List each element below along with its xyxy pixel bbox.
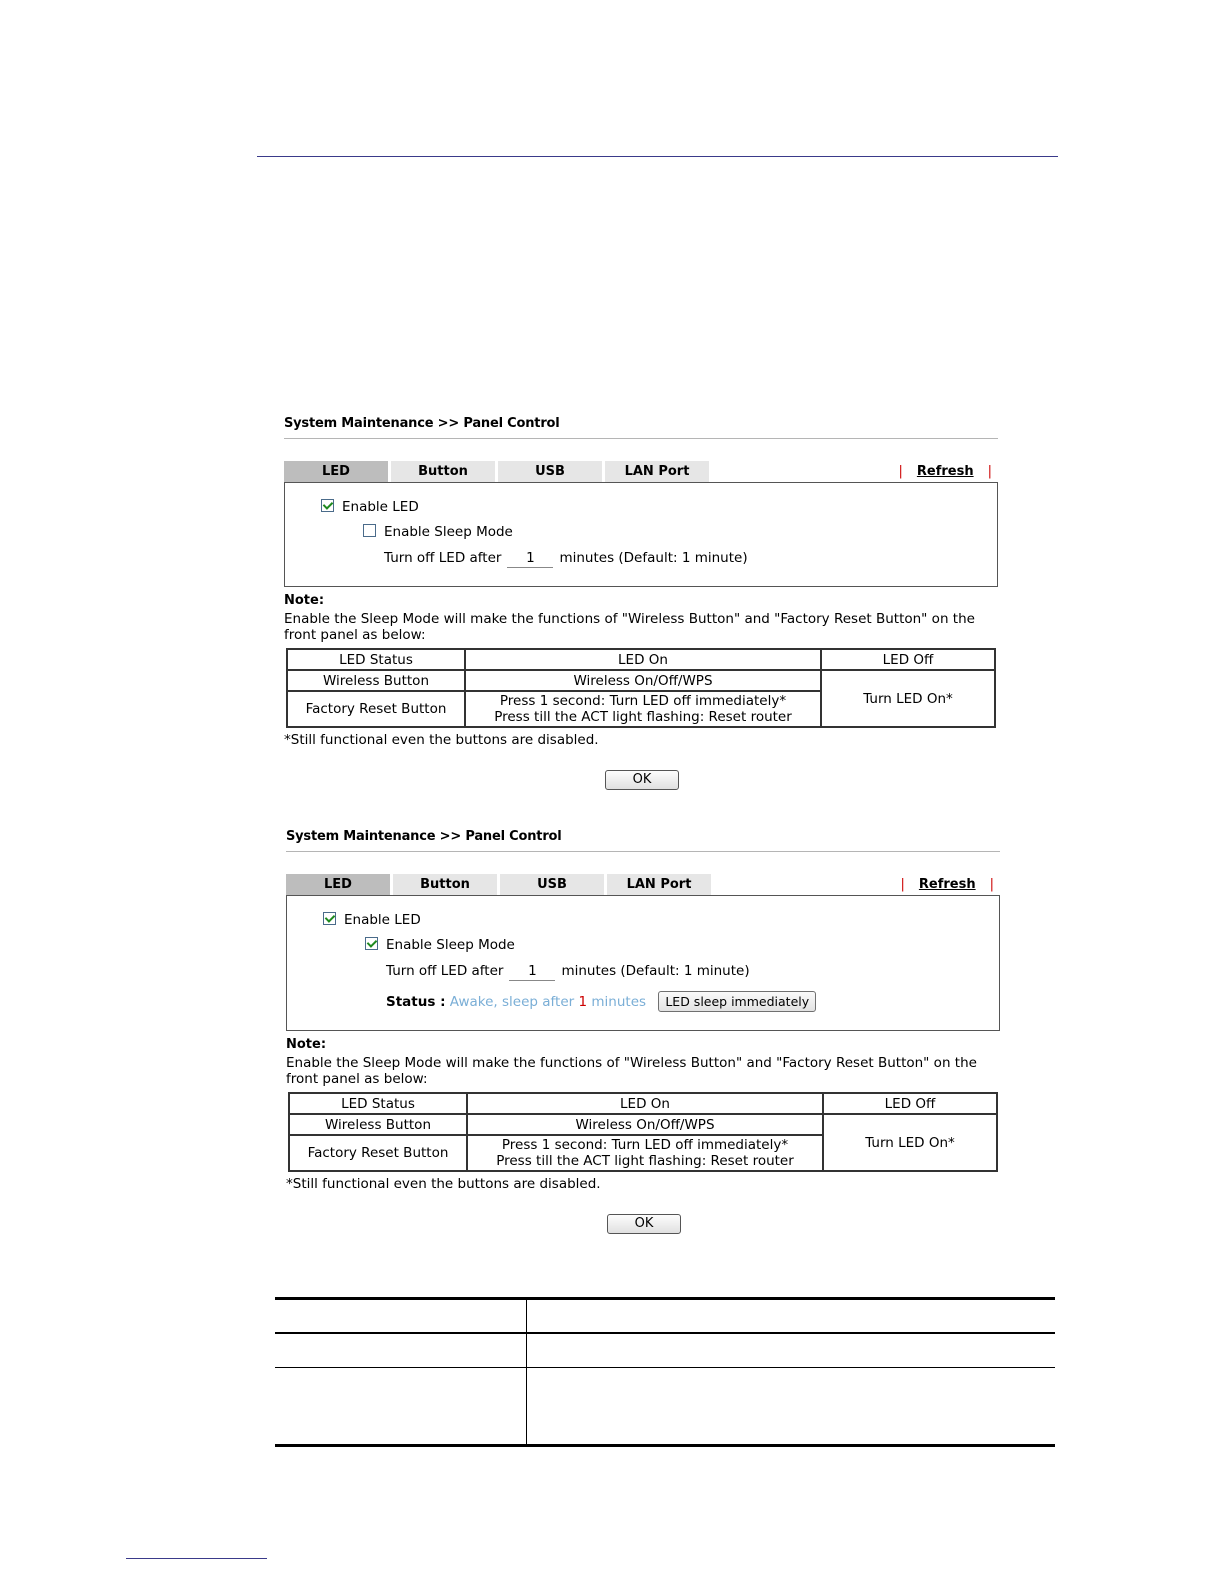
tab-button[interactable]: Button [391, 461, 495, 482]
led-settings-box [284, 482, 998, 587]
separator: | [898, 464, 903, 479]
note-title: Note: [286, 1037, 327, 1052]
separator: | [987, 464, 992, 479]
enable-sleep-label: Enable Sleep Mode [386, 937, 515, 953]
status-countdown: 1 [578, 994, 588, 1010]
factory-reset-label: Factory Reset Button [289, 1135, 467, 1171]
page-header-rule [257, 156, 1058, 157]
turn-off-row [386, 961, 750, 981]
wireless-button-led-on: Wireless On/Off/WPS [465, 670, 821, 691]
led-off-cell: Turn LED On* [821, 670, 995, 727]
enable-led-row [323, 910, 421, 930]
enable-sleep-row [363, 522, 513, 542]
tab-button[interactable]: Button [393, 874, 497, 895]
page-title: System Maintenance >> Panel Control [286, 829, 562, 844]
ok-button[interactable]: OK [605, 770, 679, 790]
title-divider [284, 438, 998, 439]
enable-sleep-checkbox[interactable] [365, 937, 378, 950]
factory-reset-led-on [467, 1135, 823, 1171]
footnote: *Still functional even the buttons are disabled. [286, 1176, 601, 1192]
refresh-link[interactable]: Refresh [916, 464, 974, 479]
title-divider [286, 851, 1000, 852]
table-header-row [289, 1093, 997, 1114]
tab-led[interactable]: LED [286, 874, 390, 895]
led-off-cell: Turn LED On* [823, 1114, 997, 1171]
note-title: Note: [284, 593, 325, 608]
header-led-on: LED On [467, 1093, 823, 1114]
turn-off-suffix: minutes (Default: 1 minute) [561, 963, 750, 979]
wireless-button-led-on: Wireless On/Off/WPS [467, 1114, 823, 1135]
led-function-table [286, 648, 996, 728]
table-row [289, 1114, 997, 1135]
turn-off-prefix: Turn off LED after [386, 963, 504, 979]
turn-off-row [384, 548, 748, 568]
panel-control-screenshot-2 [286, 827, 1002, 1234]
header-led-off: LED Off [823, 1093, 997, 1114]
enable-sleep-checkbox[interactable] [363, 524, 376, 537]
separator: | [989, 877, 994, 892]
table-column-divider [526, 1297, 527, 1446]
factory-reset-led-on [465, 691, 821, 727]
minutes-input[interactable] [507, 550, 553, 568]
note-text: Enable the Sleep Mode will make the functions of "Wireless Button" and "Factory Reset Button" on the front panel as below: [284, 611, 975, 643]
refresh-link[interactable]: Refresh [918, 877, 976, 892]
enable-led-label: Enable LED [342, 499, 419, 515]
enable-led-checkbox[interactable] [321, 499, 334, 512]
status-row [386, 991, 816, 1011]
table-top-rule [275, 1297, 1055, 1300]
separator: | [900, 877, 905, 892]
reset-line-2: Press till the ACT light flashing: Reset router [494, 709, 792, 725]
reset-line-2: Press till the ACT light flashing: Reset router [496, 1153, 794, 1169]
led-settings-box [286, 895, 1000, 1031]
tab-led[interactable]: LED [284, 461, 388, 482]
table-row [287, 670, 995, 691]
status-text: Awake, sleep after [449, 994, 575, 1010]
tab-usb[interactable]: USB [500, 874, 604, 895]
header-led-status: LED Status [287, 649, 465, 670]
enable-sleep-label: Enable Sleep Mode [384, 524, 513, 540]
led-sleep-immediately-button[interactable]: LED sleep immediately [658, 991, 816, 1012]
ok-button[interactable]: OK [607, 1214, 681, 1234]
minutes-input[interactable] [509, 963, 555, 981]
status-label: Status : [386, 994, 446, 1010]
wireless-button-label: Wireless Button [289, 1114, 467, 1135]
turn-off-suffix: minutes (Default: 1 minute) [559, 550, 748, 566]
tab-lan-port[interactable]: LAN Port [605, 461, 709, 482]
reset-line-1: Press 1 second: Turn LED off immediately* [501, 1137, 789, 1153]
status-unit: minutes [591, 994, 647, 1010]
enable-sleep-row [365, 935, 515, 955]
header-led-off: LED Off [821, 649, 995, 670]
footnote: *Still functional even the buttons are disabled. [284, 732, 599, 748]
page-footer-rule [126, 1558, 267, 1559]
factory-reset-label: Factory Reset Button [287, 691, 465, 727]
enable-led-label: Enable LED [344, 912, 421, 928]
table-header-rule [275, 1332, 1055, 1334]
tab-lan-port[interactable]: LAN Port [607, 874, 711, 895]
table-bottom-rule [275, 1444, 1055, 1447]
tab-bar [286, 874, 1002, 895]
led-function-table [288, 1092, 998, 1172]
reset-line-1: Press 1 second: Turn LED off immediately* [499, 693, 787, 709]
table-header-row [287, 649, 995, 670]
refresh-area [895, 461, 997, 482]
refresh-area [897, 874, 999, 895]
tab-bar [284, 461, 1000, 482]
tab-usb[interactable]: USB [498, 461, 602, 482]
note-text: Enable the Sleep Mode will make the functions of "Wireless Button" and "Factory Reset Button" on the front panel as below: [286, 1055, 977, 1087]
header-led-on: LED On [465, 649, 821, 670]
turn-off-prefix: Turn off LED after [384, 550, 502, 566]
page-title: System Maintenance >> Panel Control [284, 416, 560, 431]
enable-led-row [321, 497, 419, 517]
header-led-status: LED Status [289, 1093, 467, 1114]
wireless-button-label: Wireless Button [287, 670, 465, 691]
panel-control-screenshot-1 [284, 414, 1000, 790]
table-row-rule [275, 1367, 1055, 1368]
enable-led-checkbox[interactable] [323, 912, 336, 925]
